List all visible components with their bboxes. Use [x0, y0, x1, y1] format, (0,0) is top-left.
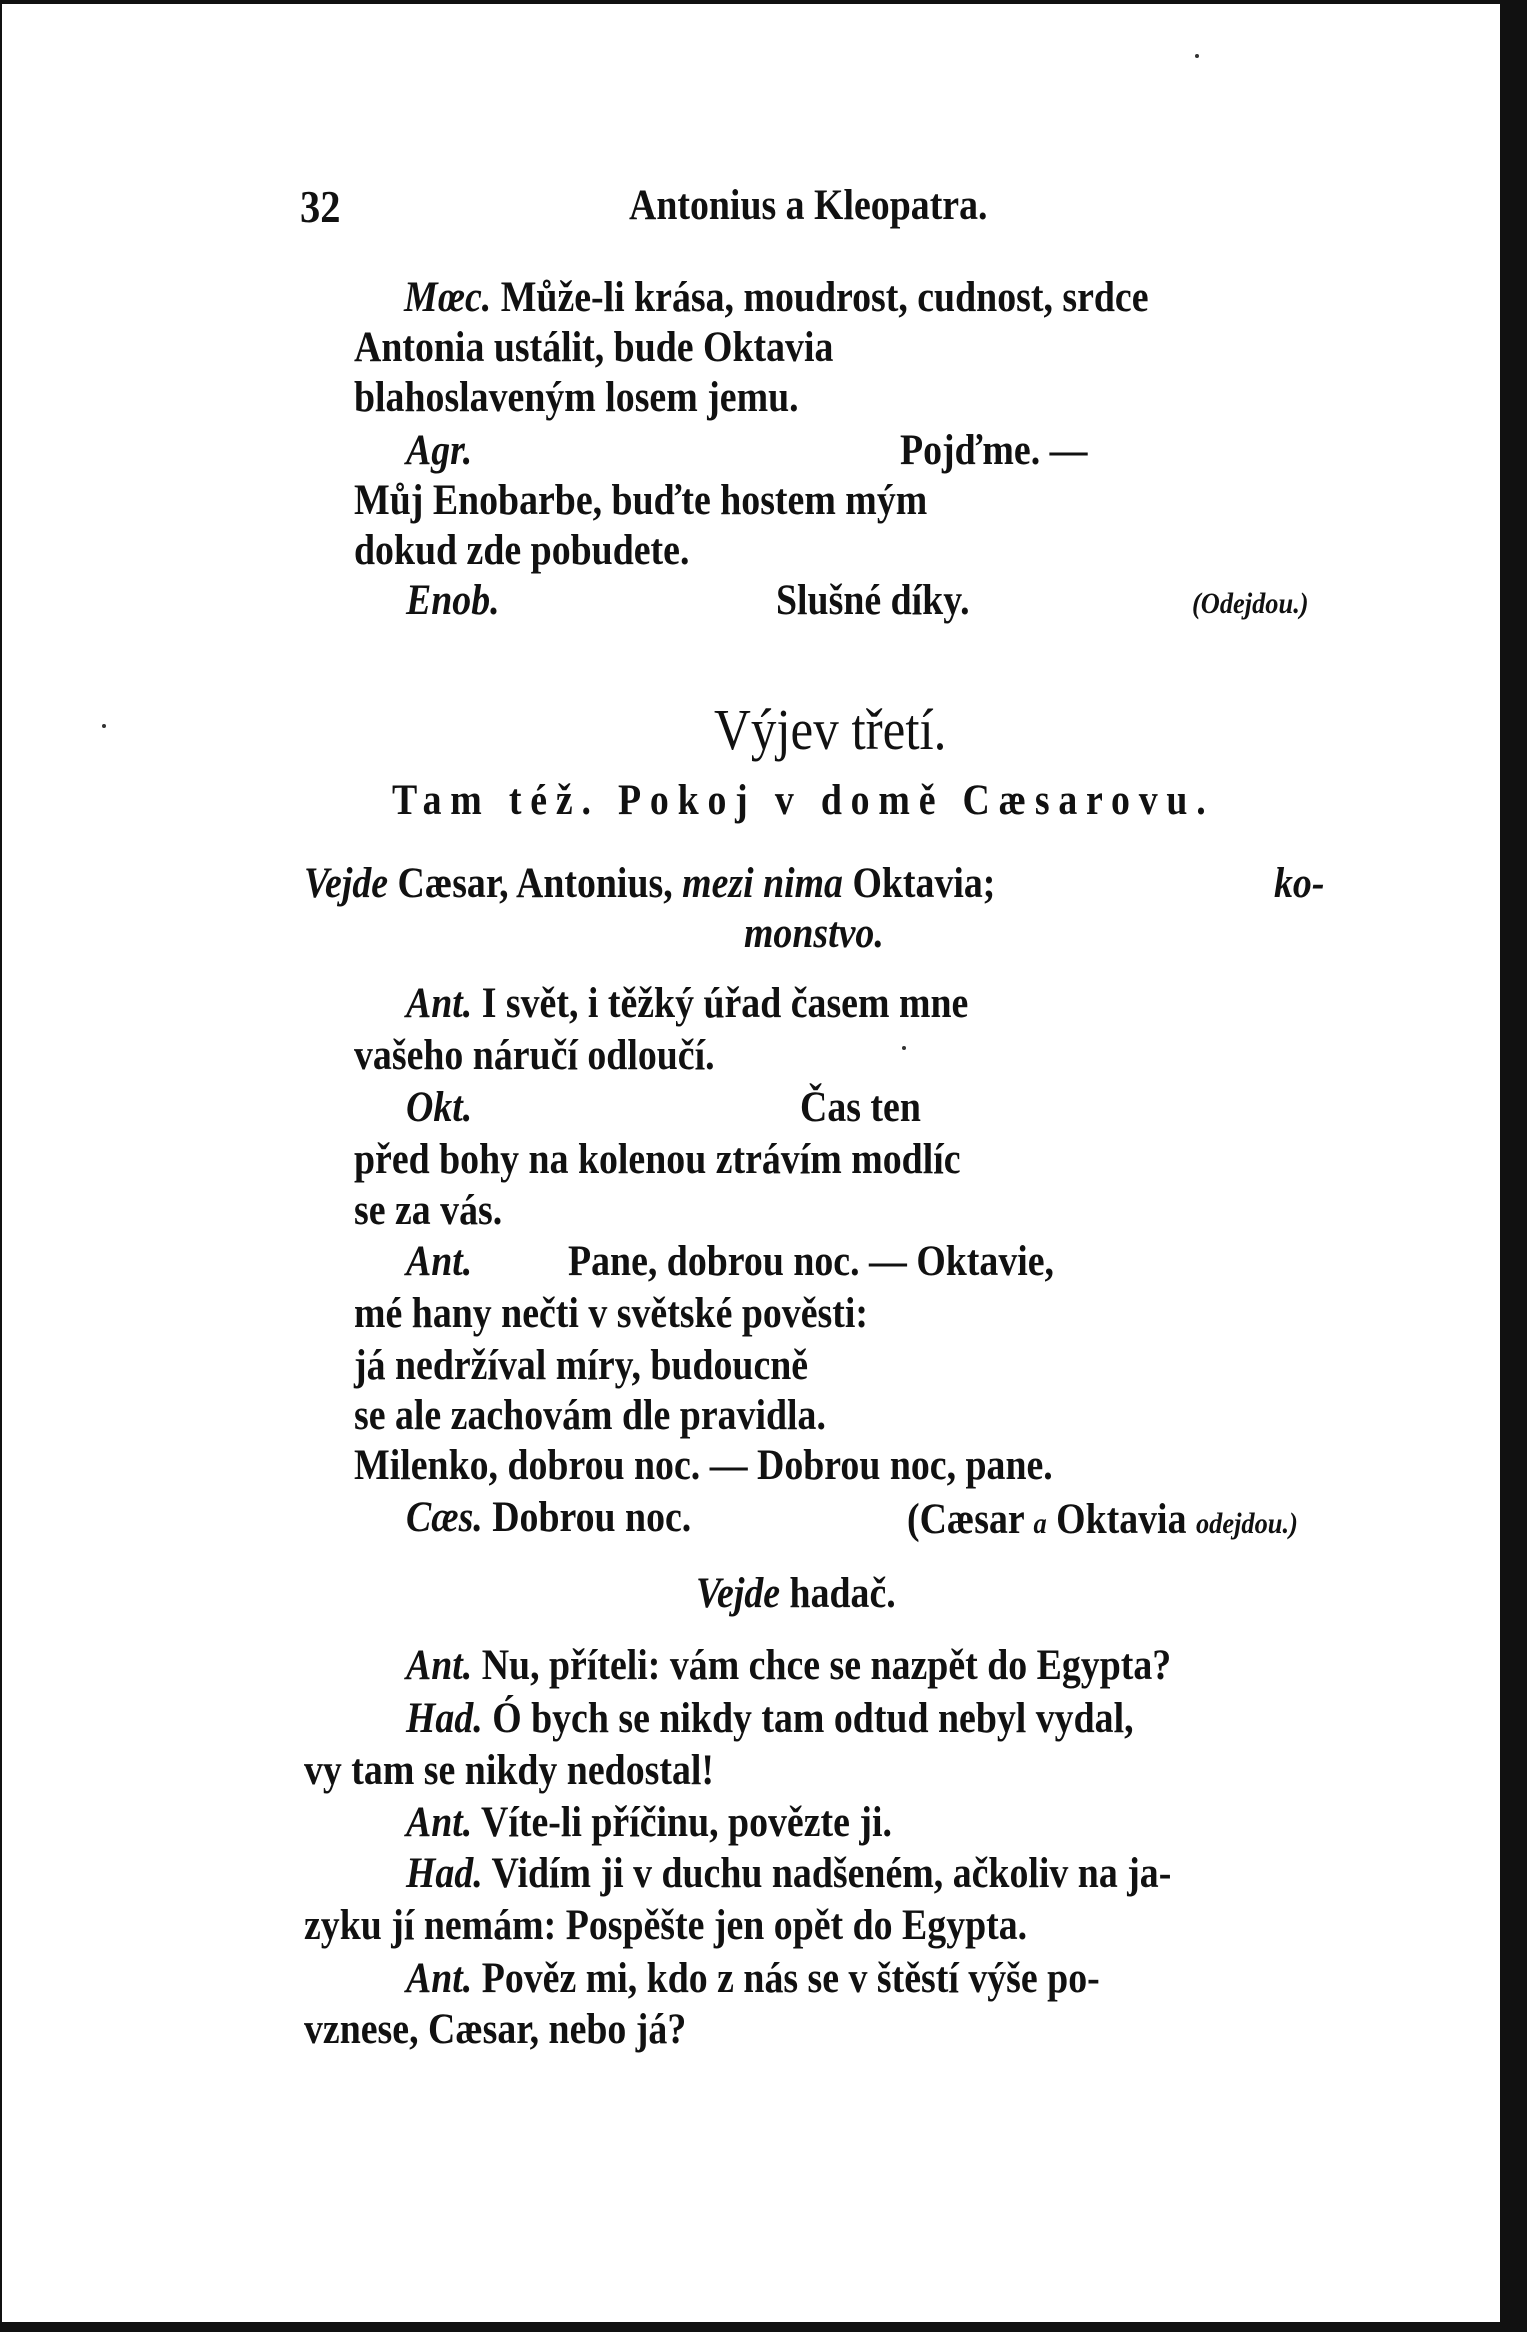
speaker-name: Had. [406, 1695, 483, 1742]
scan-speck [1195, 54, 1199, 58]
verse-line: já nedržíval míry, budoucně [354, 1342, 809, 1389]
prose-line: vznese, Cæsar, nebo já? [304, 2006, 687, 2053]
running-title: Antonius a Kleopatra. [629, 182, 988, 229]
prose-line [406, 1644, 1171, 1687]
verse-text: Dobrou noc. [492, 1494, 692, 1541]
verse-line: mé hany nečti v světské pověsti: [354, 1290, 868, 1337]
verse-text: Slušné díky. [776, 577, 970, 624]
prose-line [406, 1697, 1134, 1740]
prose-line [406, 1852, 1171, 1895]
prose-text: Nu, příteli: vám chce se nazpět do Egypta? [481, 1642, 1172, 1689]
speaker-name: Ant. [406, 1955, 473, 2002]
verse-line: Antonia ustálit, bude Oktavia [354, 324, 834, 371]
verse-line: Můj Enobarbe, buďte hostem mým [354, 477, 928, 524]
speaker-name: Ant. [406, 1238, 473, 1285]
prose-line [406, 1957, 1100, 2000]
verse-line [406, 1496, 691, 1539]
scene-setting: Tam též. Pokoj v domě Cæsarovu. [392, 777, 1215, 824]
verse-text: Pane, dobrou noc. — Oktavie, [568, 1238, 1055, 1285]
prose-line [406, 1801, 892, 1844]
speaker-name: Ant. [406, 980, 473, 1027]
speaker-name: Ant. [406, 1642, 473, 1689]
prose-line: vy tam se nikdy nedostal! [304, 1747, 714, 1794]
speaker-name: Okt. [406, 1084, 473, 1131]
entrance-direction: Vejde Cæsar, Antonius, mezi nima Oktavia; [304, 860, 996, 907]
page-number: 32 [300, 181, 341, 232]
verse-line: před bohy na kolenou ztrávím modlíc [354, 1136, 961, 1183]
verse-text: Pojďme. — [900, 427, 1088, 474]
scan-speck [102, 724, 106, 728]
stage-direction: (Cæsar a Oktavia odejdou.) [907, 1496, 1298, 1543]
verse-line: dokud zde pobudete. [354, 527, 690, 574]
prose-text: Vidím ji v duchu nadšeném, ačkoliv na ja- [491, 1850, 1172, 1897]
speaker-name: Agr. [406, 427, 473, 474]
entrance-direction: Vejde hadač. [696, 1570, 896, 1617]
prose-line: zyku jí nemám: Pospěšte jen opět do Egypta. [304, 1902, 1028, 1949]
verse-text: I svět, i těžký úřad časem mne [481, 980, 969, 1027]
entrance-direction-end: monstvo. [744, 910, 884, 957]
verse-line: vašeho náručí odloučí. [354, 1032, 715, 1079]
speaker-name: Cæs. [406, 1494, 483, 1541]
speaker-name: Had. [406, 1850, 483, 1897]
speaker-name: Mœc. [404, 274, 492, 321]
verse-line [406, 982, 968, 1025]
speaker-name: Enob. [406, 577, 500, 624]
verse-line [404, 276, 1149, 319]
prose-text: Víte-li příčinu, povězte ji. [481, 1799, 892, 1846]
speaker-name: Ant. [406, 1799, 473, 1846]
verse-line: blahoslaveným losem jemu. [354, 374, 799, 421]
scene-title: Výjev třetí. [714, 697, 947, 762]
prose-text: Ó bych se nikdy tam odtud nebyl vydal, [492, 1695, 1134, 1742]
verse-line: se ale zachovám dle pravidla. [354, 1392, 826, 1439]
stage-direction: (Odejdou.) [1192, 587, 1309, 620]
verse-text: Může-li krása, moudrost, cudnost, srdce [500, 274, 1149, 321]
prose-text: Pověz mi, kdo z nás se v štěstí výše po- [481, 1955, 1100, 2002]
entrance-direction-hyphen: ko- [1274, 860, 1325, 907]
verse-text: Čas ten [800, 1084, 921, 1131]
book-page [2, 4, 1500, 2322]
scan-speck [902, 1046, 906, 1050]
verse-line: se za vás. [354, 1187, 503, 1234]
verse-line: Milenko, dobrou noc. — Dobrou noc, pane. [354, 1442, 1053, 1489]
